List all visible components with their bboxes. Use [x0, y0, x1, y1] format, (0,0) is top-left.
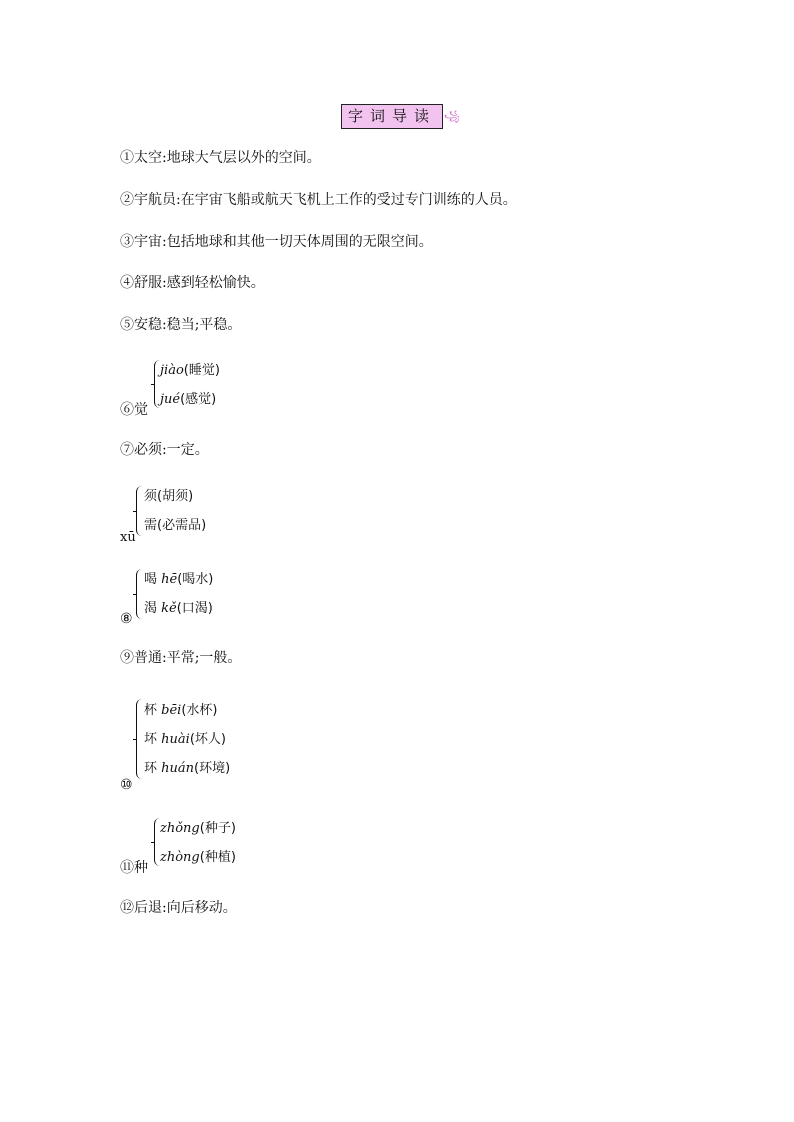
entry-11-item-2: zhòng(种植)	[160, 850, 236, 865]
section-title	[341, 104, 460, 129]
entry-8-item-1: 喝 hē(喝水)	[144, 572, 214, 587]
entry-7: ⑦必须:一定。	[120, 442, 209, 458]
entry-6-item-1: jiào(睡觉)	[160, 363, 220, 378]
entry-5: ⑤安稳:稳当;平稳。	[120, 317, 242, 333]
entry-1: ①太空:地球大气层以外的空间。	[120, 150, 321, 166]
entry-xu-prefix: xū	[120, 530, 136, 545]
brace-icon	[136, 569, 143, 619]
entry-xu-item-1: 须(胡须)	[144, 489, 194, 504]
entry-10-item-2: 坏 huài(坏人)	[144, 732, 226, 747]
entry-3: ③宇宙:包括地球和其他一切天体周围的无限空间。	[120, 234, 433, 250]
entry-12: ⑫后退:向后移动。	[120, 900, 237, 916]
entry-xu-item-2: 需(必需品)	[144, 518, 207, 533]
brace-icon	[136, 486, 143, 536]
entry-10-item-3: 环 huán(环境)	[144, 761, 231, 776]
entry-2: ②宇航员:在宇宙飞船或航天飞机上工作的受过专门训练的人员。	[120, 192, 517, 208]
entry-9: ⑨普通:平常;一般。	[120, 650, 242, 666]
brace-icon	[136, 699, 143, 779]
entry-8-prefix: ⑧	[120, 611, 133, 627]
entry-6-prefix: ⑥觉	[120, 402, 148, 418]
entry-8-item-2: 渴 kě(口渴)	[144, 601, 213, 616]
entry-6-item-2: jué(感觉)	[160, 392, 217, 407]
entry-11-item-1: zhǒng(种子)	[160, 821, 236, 836]
entry-10-item-1: 杯 bēi(水杯)	[144, 703, 218, 718]
entry-10-prefix: ⑩	[120, 777, 133, 793]
entry-11-prefix: ⑪种	[120, 860, 148, 876]
section-title-box: 字词导读	[341, 104, 443, 129]
title-ornament-icon: ꧁	[444, 110, 460, 122]
entry-4: ④舒服:感到轻松愉快。	[120, 275, 265, 291]
